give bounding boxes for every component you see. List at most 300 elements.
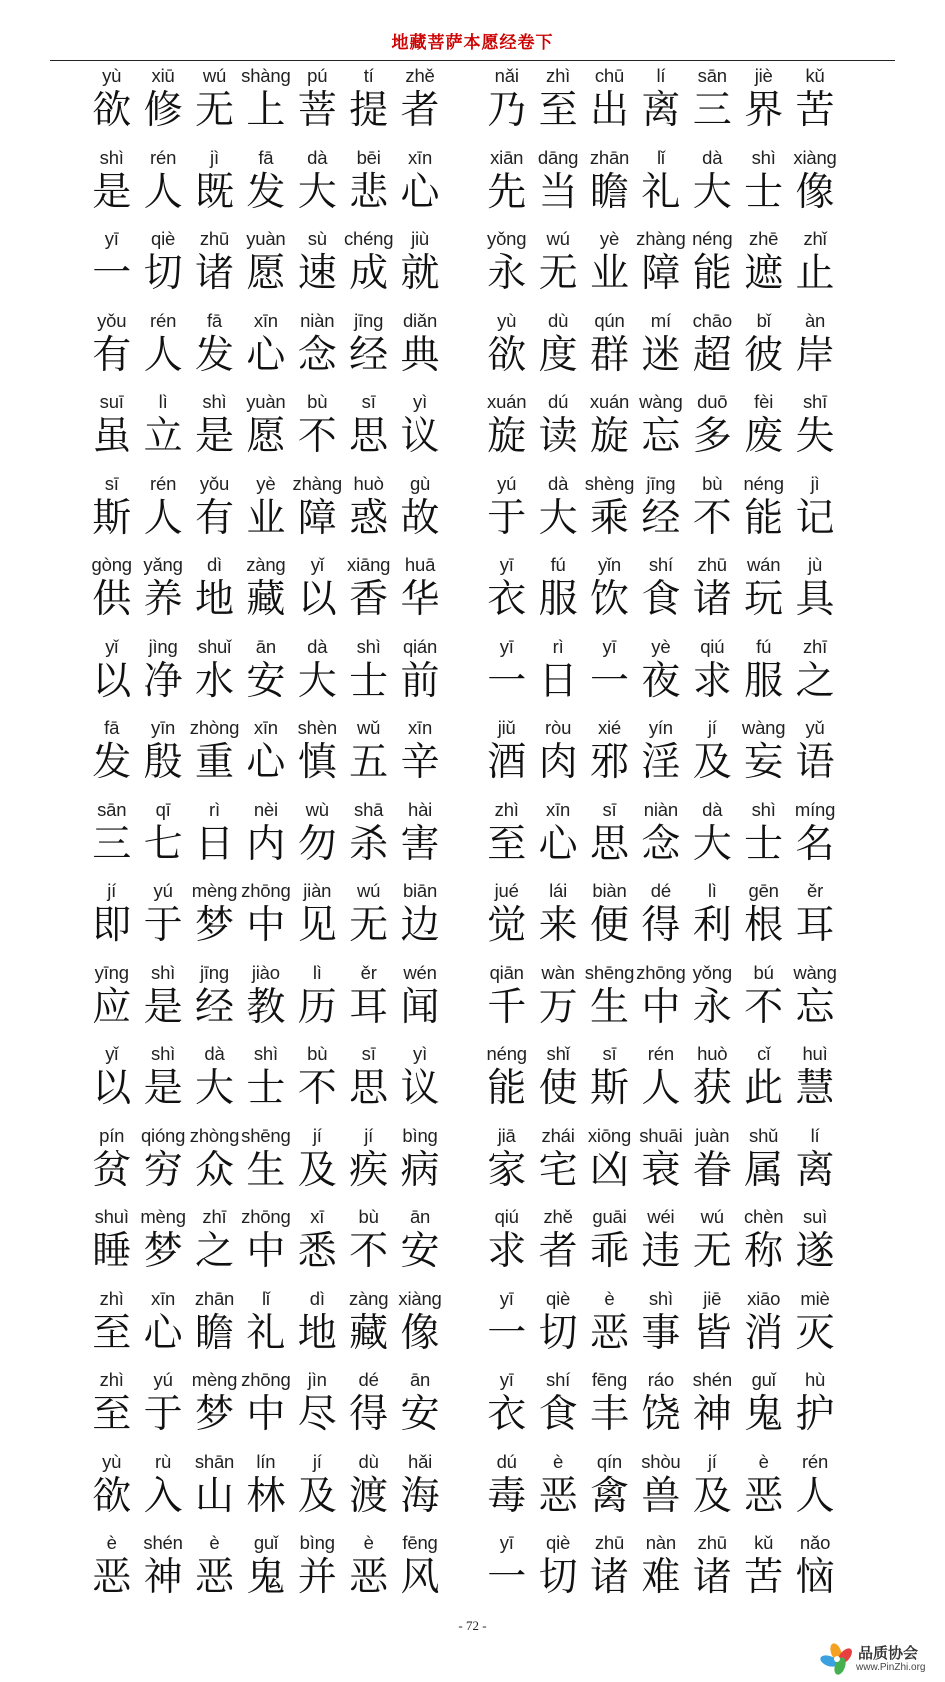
pinyin-syllable: biān	[402, 880, 438, 901]
hanzi-character: 心	[538, 821, 578, 867]
pinyin-syllable: shòu	[641, 1450, 681, 1472]
pinyin-syllable: bù	[702, 472, 723, 494]
pinyin-syllable: ròu	[545, 717, 572, 738]
hanzi-character: 安	[400, 1392, 440, 1437]
pinyin-syllable: xuán	[487, 391, 527, 412]
hanzi-row	[86, 251, 446, 297]
pinyin-syllable: guǐ	[253, 1532, 278, 1553]
verse-line	[481, 553, 841, 635]
hanzi-row	[481, 822, 841, 868]
pinyin-syllable: rén	[150, 146, 177, 168]
hanzi-character: 既	[194, 169, 234, 215]
hanzi-character: 就	[400, 251, 440, 296]
pinyin-syllable: pín	[99, 1124, 125, 1146]
hanzi-row	[481, 659, 841, 705]
hanzi-character: 人	[641, 1066, 681, 1111]
pinyin-syllable: dāng	[537, 146, 579, 168]
verse-line	[481, 1368, 841, 1450]
pinyin-syllable: chāo	[692, 309, 732, 331]
hanzi-character: 人	[795, 1473, 835, 1519]
pinyin-syllable: sī	[602, 1043, 617, 1064]
pinyin-row	[86, 64, 446, 88]
hanzi-row	[86, 659, 446, 705]
hanzi-character: 鬼	[744, 1392, 784, 1437]
hanzi-character: 愿	[246, 251, 286, 296]
verse-line	[86, 553, 446, 635]
pinyin-syllable: jù	[808, 554, 823, 575]
pinyin-syllable: niàn	[643, 798, 678, 820]
verse-line	[86, 961, 446, 1043]
pinyin-syllable: è	[363, 1532, 374, 1553]
hanzi-character: 能	[487, 1066, 527, 1111]
hanzi-character: 毒	[487, 1473, 527, 1519]
hanzi-row	[481, 1229, 841, 1275]
pinyin-syllable: huò	[697, 1043, 728, 1064]
pinyin-syllable: ráo	[647, 1369, 674, 1390]
pinyin-syllable: dì	[206, 554, 222, 575]
pinyin-syllable: dà	[702, 146, 723, 168]
pinyin-syllable: bìng	[299, 1532, 335, 1553]
hanzi-row	[481, 414, 841, 460]
hanzi-character: 乃	[487, 88, 527, 133]
pinyin-syllable: shén	[692, 1369, 732, 1390]
watermark-brand: 品质协会	[858, 1644, 919, 1662]
pinyin-syllable: bù	[307, 1043, 328, 1064]
pinyin-syllable: zhàng	[636, 228, 686, 249]
pinyin-syllable: zhě	[543, 1206, 573, 1227]
pinyin-syllable: yǐ	[310, 554, 324, 575]
hanzi-character: 议	[400, 1066, 440, 1111]
hanzi-character: 海	[400, 1473, 440, 1519]
hanzi-character: 事	[641, 1310, 681, 1356]
hanzi-row	[481, 577, 841, 623]
hanzi-character: 梦	[143, 1229, 183, 1274]
hanzi-character: 名	[795, 821, 835, 867]
pinyin-syllable: zhì	[99, 1287, 124, 1309]
hanzi-character: 眷	[692, 1147, 732, 1193]
hanzi-character: 岸	[795, 332, 835, 378]
pinyin-syllable: miè	[800, 1287, 830, 1309]
hanzi-character: 中	[246, 1229, 286, 1274]
pinyin-row	[86, 146, 446, 170]
pinyin-syllable: wú	[546, 228, 570, 249]
pinyin-syllable: xiān	[490, 146, 524, 168]
pinyin-syllable: zhì	[546, 65, 571, 86]
pinyin-row	[86, 716, 446, 740]
hanzi-character: 像	[400, 1310, 440, 1356]
hanzi-character: 思	[589, 821, 629, 867]
verse-line	[481, 309, 841, 391]
pinyin-syllable: dú	[547, 391, 569, 412]
pinyin-syllable: jí	[707, 1450, 717, 1472]
hanzi-character: 恼	[795, 1555, 835, 1600]
hanzi-row	[481, 251, 841, 297]
pinyin-syllable: yǔ	[805, 717, 825, 738]
pinyin-syllable: zhě	[405, 65, 435, 86]
pinyin-syllable: yǒu	[199, 472, 230, 494]
hanzi-character: 以	[92, 658, 132, 704]
hanzi-row	[86, 822, 446, 868]
verse-line	[481, 879, 841, 961]
watermark-logo	[818, 1640, 942, 1678]
hanzi-character: 养	[143, 577, 183, 622]
verse-line	[481, 961, 841, 1043]
pinyin-row	[86, 961, 446, 985]
verse-line	[86, 1042, 446, 1124]
pinyin-row	[86, 472, 446, 496]
verse-line	[86, 1368, 446, 1450]
hanzi-character: 皆	[692, 1310, 732, 1356]
hanzi-character: 饶	[641, 1392, 681, 1437]
hanzi-character: 神	[143, 1555, 183, 1600]
pinyin-syllable: lí	[656, 65, 666, 86]
hanzi-character: 耳	[795, 903, 835, 948]
hanzi-character: 殷	[143, 740, 183, 785]
hanzi-row	[86, 1229, 446, 1275]
hanzi-character: 此	[744, 1066, 784, 1111]
pinyin-syllable: ān	[255, 635, 276, 657]
hanzi-character: 废	[744, 414, 784, 459]
hanzi-character: 士	[246, 1066, 286, 1111]
hanzi-character: 修	[143, 88, 183, 133]
pinyin-syllable: shèn	[297, 717, 337, 738]
hanzi-character: 业	[589, 251, 629, 296]
hanzi-character: 入	[143, 1473, 183, 1519]
hanzi-character: 心	[246, 740, 286, 785]
pinyin-syllable: huò	[353, 472, 384, 494]
hanzi-character: 上	[246, 88, 286, 133]
hanzi-character: 恶	[194, 1555, 234, 1600]
verse-line	[86, 1287, 446, 1369]
hanzi-character: 多	[692, 414, 732, 459]
pinyin-syllable: yīng	[94, 961, 129, 983]
hanzi-character: 超	[692, 332, 732, 378]
pinyin-syllable: è	[758, 1450, 769, 1472]
pinyin-syllable: zhū	[594, 1532, 625, 1553]
hanzi-character: 迷	[641, 332, 681, 378]
pinyin-syllable: sī	[602, 798, 617, 820]
header-rule	[50, 60, 895, 61]
hanzi-character: 禽	[589, 1473, 629, 1519]
hanzi-character: 夜	[641, 658, 681, 704]
hanzi-character: 士	[744, 169, 784, 215]
pinyin-syllable: zhōng	[241, 1369, 291, 1390]
pinyin-syllable: zhān	[194, 1287, 235, 1309]
pinyin-syllable: xīn	[546, 798, 571, 820]
pinyin-syllable: fēng	[402, 1532, 438, 1553]
hanzi-character: 士	[744, 821, 784, 867]
pinyin-syllable: dé	[650, 880, 671, 901]
hanzi-row	[481, 1474, 841, 1520]
pinyin-syllable: huā	[404, 554, 436, 575]
pinyin-syllable: biàn	[592, 880, 627, 901]
hanzi-character: 诸	[692, 1555, 732, 1600]
hanzi-row	[86, 1555, 446, 1601]
hanzi-character: 获	[692, 1066, 732, 1111]
pinyin-syllable: yú	[153, 880, 173, 901]
hanzi-character: 心	[400, 169, 440, 215]
pinyin-row	[481, 1368, 841, 1392]
pinyin-syllable: rén	[150, 309, 177, 331]
pinyin-syllable: wú	[700, 1206, 724, 1227]
hanzi-character: 千	[487, 984, 527, 1030]
pinyin-syllable: dì	[309, 1287, 325, 1309]
pinyin-syllable: yǐ	[105, 1043, 119, 1064]
hanzi-character: 一	[589, 658, 629, 704]
pinyin-syllable: fú	[550, 554, 566, 575]
hanzi-character: 恶	[349, 1555, 389, 1600]
pinyin-row	[86, 309, 446, 333]
pinyin-row	[481, 1450, 841, 1474]
hanzi-row	[86, 740, 446, 786]
pinyin-syllable: jīng	[354, 309, 384, 331]
hanzi-character: 利	[692, 903, 732, 948]
hanzi-character: 遂	[795, 1229, 835, 1274]
verse-line	[481, 1287, 841, 1369]
pinyin-syllable: àn	[804, 309, 826, 331]
pinyin-row	[481, 553, 841, 577]
hanzi-character: 安	[246, 658, 286, 704]
pinyin-syllable: jì	[810, 472, 820, 494]
hanzi-character: 障	[297, 495, 337, 541]
pinyin-syllable: bìng	[402, 1124, 438, 1146]
hanzi-character: 消	[744, 1310, 784, 1356]
hanzi-character: 人	[143, 495, 183, 541]
pinyin-syllable: huì	[802, 1043, 828, 1064]
hanzi-character: 速	[297, 251, 337, 296]
verse-line	[86, 1450, 446, 1532]
pinyin-syllable: jí	[707, 717, 717, 738]
pinyin-syllable: nàn	[645, 1532, 676, 1553]
pinyin-syllable: sī	[361, 391, 376, 412]
pinyin-syllable: gēn	[748, 880, 779, 901]
pinyin-syllable: wéi	[647, 1206, 675, 1227]
pinyin-syllable: néng	[743, 472, 784, 494]
hanzi-character: 根	[744, 903, 784, 948]
hanzi-character: 来	[538, 903, 578, 948]
pinyin-syllable: fèi	[754, 391, 774, 412]
pinyin-syllable: mèng	[140, 1206, 186, 1227]
pinyin-row	[481, 798, 841, 822]
pinyin-syllable: shì	[99, 146, 124, 168]
pinyin-syllable: lái	[549, 880, 568, 901]
pinyin-syllable: ān	[409, 1206, 431, 1227]
hanzi-character: 供	[92, 577, 132, 622]
hanzi-character: 诸	[194, 251, 234, 296]
hanzi-character: 辛	[400, 740, 440, 785]
hanzi-row	[481, 1555, 841, 1601]
pinyin-syllable: qiè	[151, 228, 176, 249]
hanzi-character: 苦	[744, 1555, 784, 1600]
pinyin-syllable: wàng	[741, 717, 786, 738]
pinyin-syllable: zhǐ	[803, 228, 827, 249]
pinyin-row	[481, 635, 841, 659]
hanzi-character: 渡	[349, 1473, 389, 1519]
hanzi-row	[86, 496, 446, 542]
flower-logo-icon	[818, 1640, 858, 1678]
page-number: - 72 -	[458, 1618, 487, 1633]
hanzi-character: 至	[487, 821, 527, 867]
hanzi-character: 妄	[744, 740, 784, 785]
hanzi-character: 及	[297, 1473, 337, 1519]
pinyin-syllable: wàng	[793, 961, 837, 983]
hanzi-character: 穷	[143, 1147, 183, 1193]
hanzi-character: 得	[641, 903, 681, 948]
hanzi-character: 菩	[297, 88, 337, 133]
pinyin-syllable: shí	[546, 1369, 571, 1390]
verse-line	[481, 716, 841, 798]
hanzi-character: 障	[641, 251, 681, 296]
pinyin-syllable: xiàng	[398, 1287, 442, 1309]
hanzi-character: 恶	[589, 1310, 629, 1356]
hanzi-row	[481, 1066, 841, 1112]
hanzi-character: 不	[692, 495, 732, 541]
hanzi-character: 乖	[589, 1229, 629, 1274]
hanzi-character: 大	[297, 169, 337, 215]
hanzi-character: 梦	[194, 903, 234, 948]
hanzi-character: 肉	[538, 740, 578, 785]
hanzi-character: 慎	[297, 740, 337, 785]
hanzi-character: 旋	[487, 414, 527, 459]
pinyin-syllable: dú	[496, 1450, 517, 1472]
pinyin-syllable: xīn	[253, 717, 278, 738]
hanzi-character: 耳	[349, 984, 389, 1030]
hanzi-character: 地	[194, 577, 234, 622]
pinyin-syllable: míng	[794, 798, 836, 820]
pinyin-syllable: zhái	[541, 1124, 575, 1146]
hanzi-character: 病	[400, 1147, 440, 1193]
hanzi-character: 灭	[795, 1310, 835, 1356]
pinyin-syllable: wàng	[639, 391, 683, 412]
pinyin-syllable: zhē	[749, 228, 779, 249]
hanzi-character: 林	[246, 1473, 286, 1519]
pinyin-syllable: zhòng	[189, 717, 240, 738]
pinyin-syllable: è	[106, 1532, 117, 1553]
hanzi-character: 一	[487, 1310, 527, 1356]
pinyin-syllable: qín	[596, 1450, 623, 1472]
hanzi-character: 愿	[246, 414, 286, 459]
hanzi-character: 欲	[92, 88, 132, 133]
pinyin-syllable: shì	[253, 1043, 278, 1064]
pinyin-syllable: shèng	[584, 472, 635, 494]
verse-line	[481, 472, 841, 554]
pinyin-row	[481, 64, 841, 88]
pinyin-syllable: lǐ	[656, 146, 665, 168]
hanzi-character: 藏	[349, 1310, 389, 1356]
pinyin-syllable: zhī	[802, 635, 828, 657]
pinyin-syllable: wú	[202, 65, 227, 86]
pinyin-syllable: mèng	[191, 1369, 238, 1390]
pinyin-syllable: shì	[202, 391, 227, 412]
hanzi-character: 于	[487, 495, 527, 541]
pinyin-syllable: jiǔ	[497, 717, 516, 738]
hanzi-character: 经	[194, 984, 234, 1030]
hanzi-character: 及	[692, 1473, 732, 1519]
hanzi-character: 得	[349, 1392, 389, 1437]
pinyin-syllable: zhū	[697, 1532, 727, 1553]
pinyin-syllable: jiào	[251, 961, 280, 983]
pinyin-syllable: duō	[697, 391, 728, 412]
hanzi-row	[86, 333, 446, 379]
hanzi-character: 乘	[589, 495, 629, 541]
hanzi-character: 淫	[641, 740, 681, 785]
pinyin-syllable: mí	[650, 309, 671, 331]
pinyin-syllable: lǐ	[261, 1287, 270, 1309]
hanzi-row	[481, 170, 841, 216]
hanzi-character: 彼	[744, 332, 784, 378]
pinyin-syllable: qián	[402, 635, 438, 657]
pinyin-syllable: wén	[403, 961, 437, 983]
hanzi-character: 诸	[692, 577, 732, 622]
hanzi-character: 成	[349, 251, 389, 296]
hanzi-row	[86, 1148, 446, 1194]
pinyin-syllable: shān	[194, 1450, 235, 1472]
hanzi-character: 教	[246, 984, 286, 1030]
verse-line	[86, 309, 446, 391]
pinyin-syllable: wù	[305, 798, 329, 820]
hanzi-character: 大	[538, 495, 578, 541]
hanzi-character: 斯	[589, 1066, 629, 1111]
hanzi-character: 礼	[246, 1310, 286, 1356]
pinyin-syllable: dà	[307, 146, 328, 168]
pinyin-syllable: niàn	[300, 309, 335, 331]
hanzi-character: 边	[400, 903, 440, 948]
hanzi-row	[86, 88, 446, 134]
pinyin-syllable: shén	[143, 1532, 183, 1553]
hanzi-character: 内	[246, 821, 286, 867]
hanzi-character: 求	[692, 658, 732, 704]
verse-line	[86, 879, 446, 961]
hanzi-character: 饮	[589, 577, 629, 622]
hanzi-character: 人	[143, 169, 183, 215]
pinyin-syllable: wú	[357, 880, 381, 901]
hanzi-character: 华	[400, 577, 440, 622]
hanzi-row	[481, 88, 841, 134]
pinyin-syllable: jí	[312, 1124, 322, 1146]
pinyin-syllable: jí	[312, 1450, 322, 1472]
hanzi-character: 之	[194, 1229, 234, 1274]
verse-line	[86, 390, 446, 472]
pinyin-row	[86, 1368, 446, 1392]
pinyin-row	[481, 146, 841, 170]
hanzi-character: 无	[194, 88, 234, 133]
hanzi-character: 以	[92, 1066, 132, 1111]
pinyin-syllable: lì	[707, 880, 717, 901]
pinyin-syllable: fā	[258, 146, 274, 168]
hanzi-character: 切	[538, 1555, 578, 1600]
hanzi-character: 觉	[487, 903, 527, 948]
pinyin-syllable: suì	[802, 1206, 828, 1227]
pinyin-syllable: qiè	[546, 1532, 571, 1553]
pinyin-row	[481, 879, 841, 903]
pinyin-syllable: jīng	[646, 472, 676, 494]
pinyin-row	[86, 1531, 446, 1555]
pinyin-syllable: yín	[648, 717, 673, 738]
pinyin-syllable: suī	[99, 391, 124, 412]
verse-line	[481, 1124, 841, 1206]
pinyin-row	[86, 553, 446, 577]
hanzi-character: 是	[92, 169, 132, 215]
hanzi-row	[481, 333, 841, 379]
hanzi-row	[481, 903, 841, 949]
pinyin-syllable: nǎi	[494, 65, 519, 86]
watermark-url: www.PinZhi.org	[856, 1662, 926, 1673]
pinyin-syllable: dù	[547, 309, 569, 331]
hanzi-character: 丰	[589, 1392, 629, 1437]
page-header-title: 地藏菩萨本愿经卷下	[391, 33, 554, 53]
hanzi-character: 心	[246, 332, 286, 378]
left-column	[86, 64, 446, 1613]
